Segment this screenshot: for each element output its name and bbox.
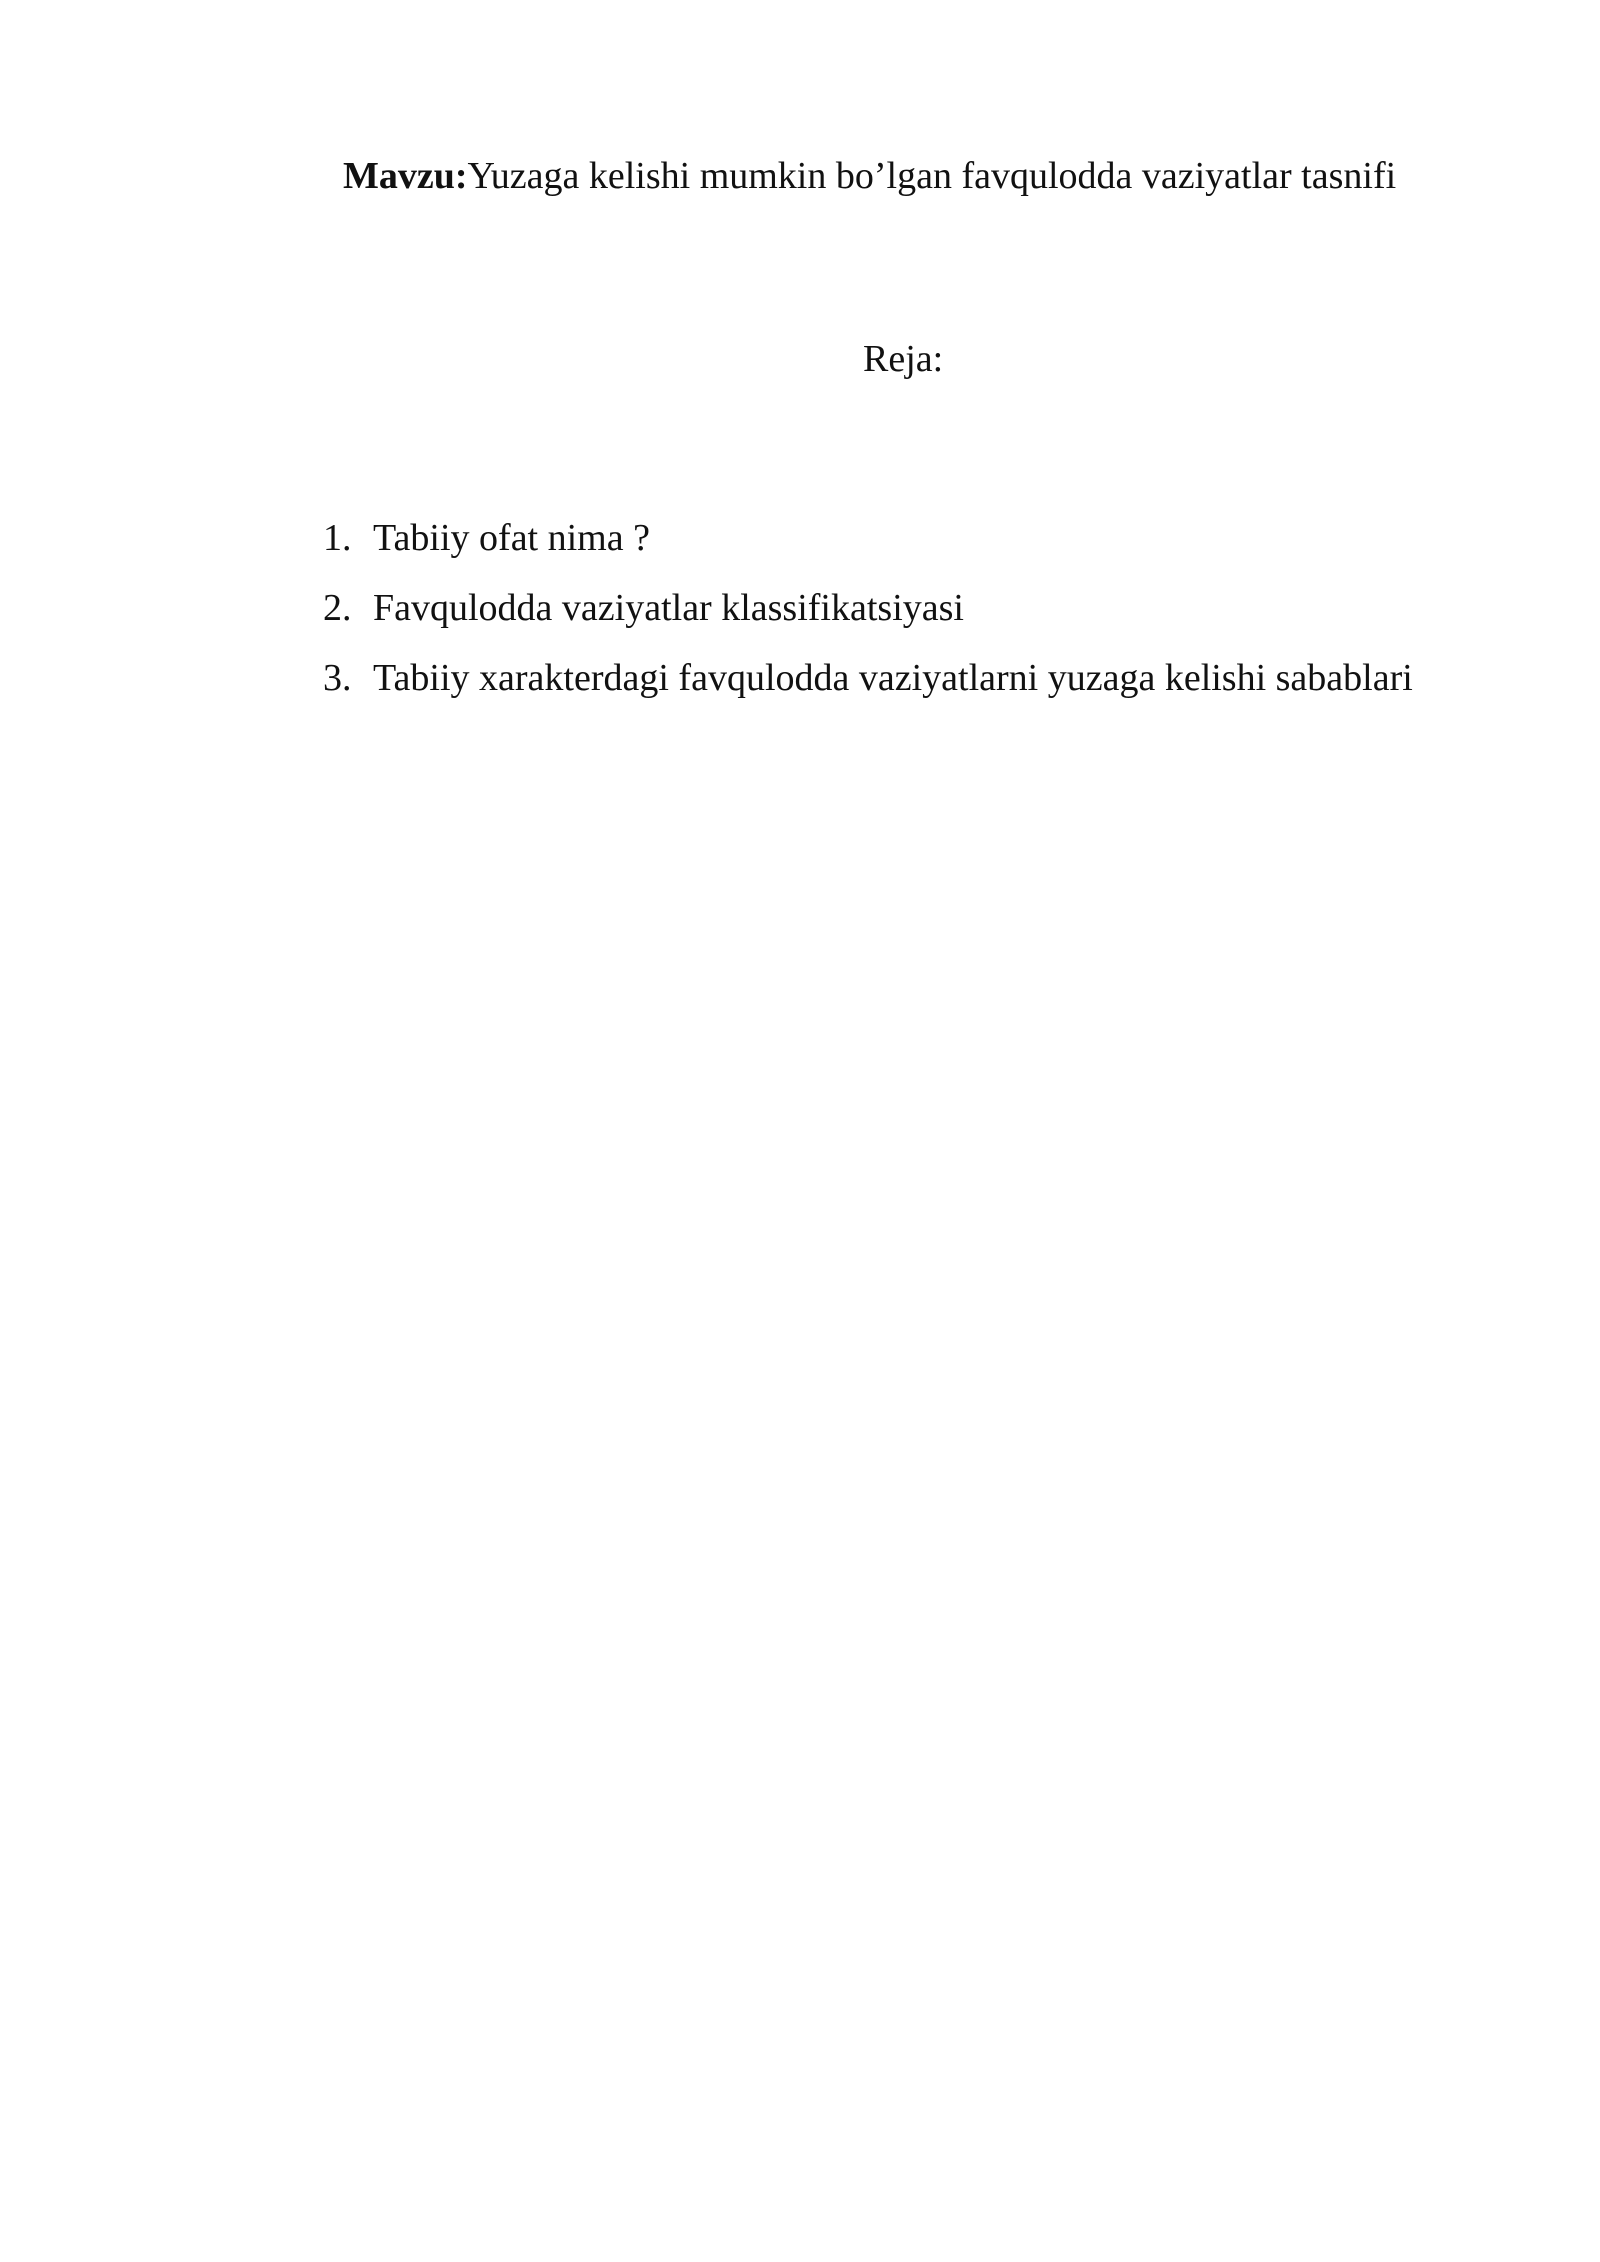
list-item <box>323 585 1413 631</box>
title-text: Yuzaga kelishi mumkin bo’lgan favqulodda vaziyatlar tasnifi <box>467 155 1397 197</box>
list-item <box>323 515 1413 561</box>
list-item <box>323 655 1413 701</box>
document-title <box>343 153 1396 199</box>
list-item-number: 2. <box>323 587 352 629</box>
list-item-number: 3. <box>323 657 352 699</box>
list-item-text: Favqulodda vaziyatlar klassifikatsiyasi <box>373 587 964 629</box>
plan-list <box>323 515 1413 725</box>
title-label: Mavzu: <box>343 155 468 197</box>
list-item-number: 1. <box>323 517 352 559</box>
list-item-text: Tabiiy ofat nima ? <box>373 517 650 559</box>
plan-heading: Reja: <box>863 338 944 380</box>
list-item-text: Tabiiy xarakterdagi favqulodda vaziyatlarni yuzaga kelishi sabablari <box>373 657 1413 699</box>
